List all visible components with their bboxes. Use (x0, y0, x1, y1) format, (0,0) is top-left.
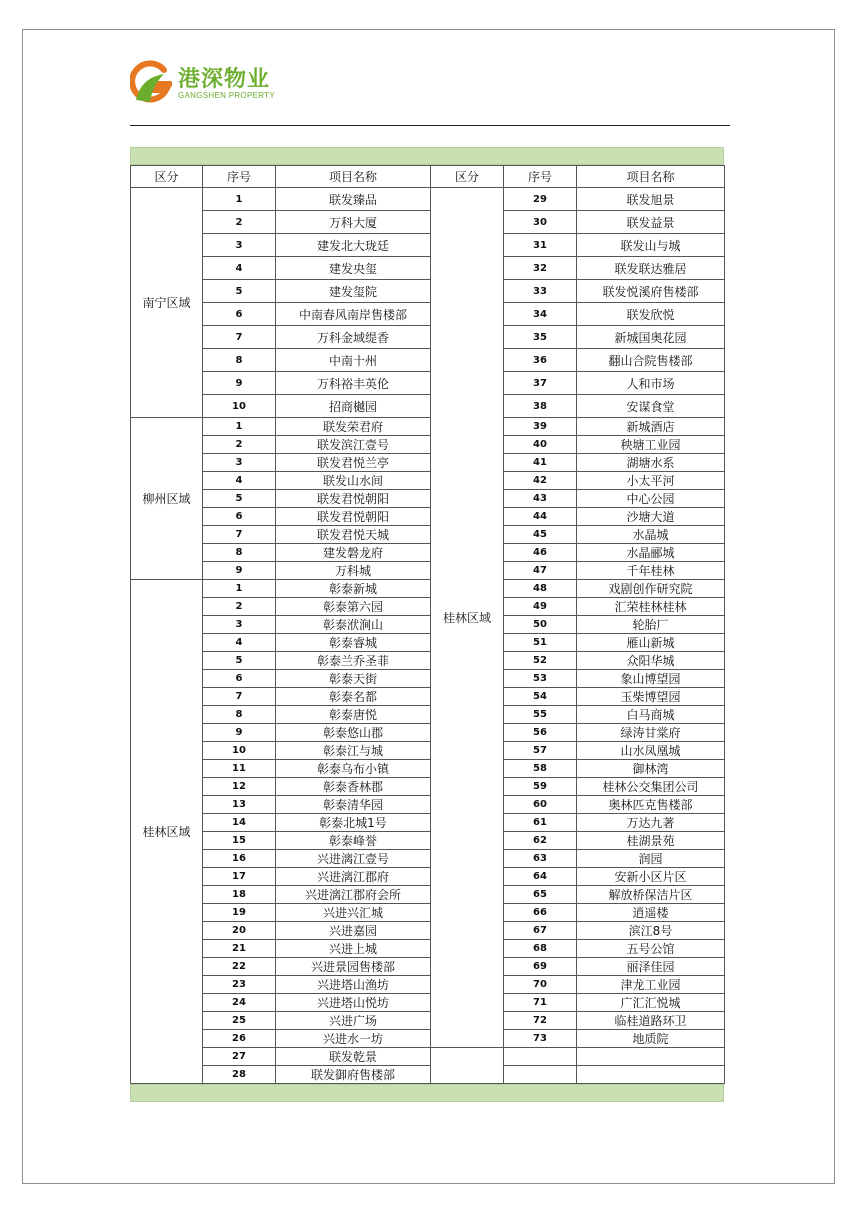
project-name-cell: 联发乾景 (276, 1048, 431, 1066)
project-name-cell-right: 戏剧创作研究院 (577, 580, 725, 598)
header-name-left: 项目名称 (276, 166, 431, 188)
project-name-cell: 彰泰唐悦 (276, 706, 431, 724)
table-row (131, 234, 725, 257)
table-bottom-band (130, 1084, 724, 1102)
seq-cell: 14 (203, 814, 276, 832)
project-name-cell: 联发君悦朝阳 (276, 490, 431, 508)
seq-cell: 9 (203, 562, 276, 580)
project-name-cell-right: 翻山合院售楼部 (577, 349, 725, 372)
table-row (131, 886, 725, 904)
table-row (131, 652, 725, 670)
seq-cell: 2 (203, 211, 276, 234)
project-name-cell-right: 地质院 (577, 1030, 725, 1048)
logo-name-en: GANGSHEN PROPERTY (178, 91, 275, 100)
table-row (131, 395, 725, 418)
seq-cell-right: 65 (504, 886, 577, 904)
seq-cell: 18 (203, 886, 276, 904)
seq-cell: 5 (203, 652, 276, 670)
project-name-cell-right: 津龙工业园 (577, 976, 725, 994)
table-row (131, 580, 725, 598)
project-name-cell-right: 逍遥楼 (577, 904, 725, 922)
project-name-cell-right: 润园 (577, 850, 725, 868)
seq-cell-right: 58 (504, 760, 577, 778)
project-name-cell: 万科金域缇香 (276, 326, 431, 349)
project-name-cell: 兴进塔山渔坊 (276, 976, 431, 994)
seq-cell-right: 33 (504, 280, 577, 303)
project-name-cell: 彰泰名都 (276, 688, 431, 706)
table-row (131, 1012, 725, 1030)
seq-cell-right: 54 (504, 688, 577, 706)
table-row (131, 940, 725, 958)
project-name-cell-right: 小太平河 (577, 472, 725, 490)
seq-cell-right: 45 (504, 526, 577, 544)
seq-cell: 3 (203, 616, 276, 634)
table-row (131, 436, 725, 454)
district-cell: 南宁区域 (131, 188, 203, 418)
seq-cell-right (504, 1048, 577, 1066)
project-name-cell: 兴进塔山悦坊 (276, 994, 431, 1012)
seq-cell-right: 49 (504, 598, 577, 616)
seq-cell: 20 (203, 922, 276, 940)
project-name-cell: 联发君悦朝阳 (276, 508, 431, 526)
project-name-cell-right: 丽泽佳园 (577, 958, 725, 976)
seq-cell: 24 (203, 994, 276, 1012)
seq-cell: 2 (203, 436, 276, 454)
project-name-cell-right: 山水凤凰城 (577, 742, 725, 760)
project-name-cell: 彰泰第六园 (276, 598, 431, 616)
seq-cell: 3 (203, 454, 276, 472)
project-name-cell-right: 联发益景 (577, 211, 725, 234)
table-row (131, 958, 725, 976)
project-name-cell: 联发君悦天城 (276, 526, 431, 544)
seq-cell: 26 (203, 1030, 276, 1048)
seq-cell: 4 (203, 472, 276, 490)
table-body (131, 188, 725, 1084)
district-cell-right: 桂林区域 (431, 188, 504, 1048)
table-row (131, 598, 725, 616)
project-name-cell: 兴进漓江郡府会所 (276, 886, 431, 904)
seq-cell-right: 73 (504, 1030, 577, 1048)
project-name-cell-right: 新城国奥花园 (577, 326, 725, 349)
header-rule (130, 125, 730, 126)
seq-cell: 5 (203, 280, 276, 303)
project-name-cell: 联发君悦兰亭 (276, 454, 431, 472)
seq-cell: 8 (203, 706, 276, 724)
project-name-cell-right: 桂湖景苑 (577, 832, 725, 850)
table-row (131, 454, 725, 472)
seq-cell: 13 (203, 796, 276, 814)
project-name-cell-right: 临桂道路环卫 (577, 1012, 725, 1030)
table-row (131, 814, 725, 832)
project-name-cell-right: 玉柴博望园 (577, 688, 725, 706)
table-row (131, 706, 725, 724)
district-cell: 柳州区域 (131, 418, 203, 580)
logo-name-cn: 港深物业 (178, 67, 271, 92)
seq-cell: 15 (203, 832, 276, 850)
seq-cell-right (504, 1066, 577, 1084)
seq-cell: 10 (203, 395, 276, 418)
project-name-cell: 联发滨江壹号 (276, 436, 431, 454)
table-row (131, 188, 725, 211)
seq-cell-right: 41 (504, 454, 577, 472)
seq-cell-right: 37 (504, 372, 577, 395)
project-name-cell: 联发山水间 (276, 472, 431, 490)
project-name-cell: 联发荣君府 (276, 418, 431, 436)
project-name-cell-right: 滨江8号 (577, 922, 725, 940)
project-name-cell-right: 秧塘工业园 (577, 436, 725, 454)
seq-cell-right: 32 (504, 257, 577, 280)
project-name-cell-right: 御林湾 (577, 760, 725, 778)
table-header-row (131, 166, 725, 188)
table-row (131, 688, 725, 706)
project-name-cell-right: 汇荣桂林桂林 (577, 598, 725, 616)
project-name-cell: 联发臻品 (276, 188, 431, 211)
seq-cell-right: 36 (504, 349, 577, 372)
seq-cell-right: 46 (504, 544, 577, 562)
table-row (131, 1030, 725, 1048)
table-row (131, 616, 725, 634)
project-name-cell: 彰泰峰誉 (276, 832, 431, 850)
table-row (131, 742, 725, 760)
project-name-cell: 兴进嘉园 (276, 922, 431, 940)
seq-cell: 17 (203, 868, 276, 886)
seq-cell-right: 61 (504, 814, 577, 832)
project-name-cell: 建发玺院 (276, 280, 431, 303)
table-row (131, 1048, 725, 1066)
project-name-cell-right: 五号公馆 (577, 940, 725, 958)
seq-cell-right: 34 (504, 303, 577, 326)
project-name-cell-right: 众阳华城 (577, 652, 725, 670)
seq-cell: 19 (203, 904, 276, 922)
seq-cell: 7 (203, 688, 276, 706)
seq-cell: 21 (203, 940, 276, 958)
project-name-cell-right (577, 1066, 725, 1084)
table-row (131, 562, 725, 580)
project-name-cell-right: 新城酒店 (577, 418, 725, 436)
seq-cell-right: 60 (504, 796, 577, 814)
table-row (131, 850, 725, 868)
table-row (131, 904, 725, 922)
table-row (131, 832, 725, 850)
table-top-band (130, 147, 724, 165)
project-name-cell: 彰泰乌布小镇 (276, 760, 431, 778)
table-row (131, 634, 725, 652)
seq-cell: 3 (203, 234, 276, 257)
project-name-cell-right: 联发山与城 (577, 234, 725, 257)
project-name-cell-right (577, 1048, 725, 1066)
seq-cell: 1 (203, 418, 276, 436)
seq-cell: 7 (203, 526, 276, 544)
seq-cell-right: 43 (504, 490, 577, 508)
seq-cell-right: 56 (504, 724, 577, 742)
header-district-left: 区分 (131, 166, 203, 188)
seq-cell-right: 67 (504, 922, 577, 940)
project-name-cell-right: 沙塘大道 (577, 508, 725, 526)
table-row (131, 418, 725, 436)
seq-cell-right: 69 (504, 958, 577, 976)
project-name-cell-right: 万达九著 (577, 814, 725, 832)
district-cell: 桂林区域 (131, 580, 203, 1084)
seq-cell: 6 (203, 670, 276, 688)
project-name-cell-right: 奥林匹克售楼部 (577, 796, 725, 814)
seq-cell: 8 (203, 349, 276, 372)
table-row (131, 796, 725, 814)
project-name-cell: 兴进景园售楼部 (276, 958, 431, 976)
seq-cell: 4 (203, 257, 276, 280)
table-row (131, 976, 725, 994)
table-row (131, 670, 725, 688)
seq-cell: 12 (203, 778, 276, 796)
project-table-wrapper (130, 147, 724, 1102)
project-name-cell: 兴进兴汇城 (276, 904, 431, 922)
seq-cell-right: 72 (504, 1012, 577, 1030)
project-name-cell-right: 安谋食堂 (577, 395, 725, 418)
table-row (131, 526, 725, 544)
table-row (131, 760, 725, 778)
project-name-cell: 彰泰天街 (276, 670, 431, 688)
seq-cell: 27 (203, 1048, 276, 1066)
project-name-cell-right: 水晶郦城 (577, 544, 725, 562)
project-name-cell: 兴进上城 (276, 940, 431, 958)
project-name-cell-right: 千年桂林 (577, 562, 725, 580)
project-name-cell-right: 联发联达雅居 (577, 257, 725, 280)
project-name-cell-right: 白马商城 (577, 706, 725, 724)
seq-cell: 1 (203, 580, 276, 598)
seq-cell-right: 59 (504, 778, 577, 796)
project-name-cell: 兴进水一坊 (276, 1030, 431, 1048)
seq-cell-right: 35 (504, 326, 577, 349)
table-row (131, 544, 725, 562)
seq-cell-right: 62 (504, 832, 577, 850)
table-row (131, 257, 725, 280)
gs-logo-icon (130, 60, 172, 106)
project-name-cell-right: 人和市场 (577, 372, 725, 395)
seq-cell: 11 (203, 760, 276, 778)
seq-cell-right: 51 (504, 634, 577, 652)
table-row (131, 472, 725, 490)
project-name-cell: 联发御府售楼部 (276, 1066, 431, 1084)
header-seq-right: 序号 (504, 166, 577, 188)
seq-cell-right: 39 (504, 418, 577, 436)
project-table (130, 165, 725, 1084)
project-name-cell: 万科大厦 (276, 211, 431, 234)
project-name-cell-right: 解放桥保洁片区 (577, 886, 725, 904)
seq-cell: 23 (203, 976, 276, 994)
project-name-cell-right: 轮胎厂 (577, 616, 725, 634)
seq-cell-right: 53 (504, 670, 577, 688)
project-name-cell: 兴进漓江郡府 (276, 868, 431, 886)
table-row (131, 349, 725, 372)
project-name-cell-right: 雁山新城 (577, 634, 725, 652)
project-name-cell: 彰泰香林郡 (276, 778, 431, 796)
project-name-cell-right: 联发旭景 (577, 188, 725, 211)
seq-cell: 2 (203, 598, 276, 616)
table-row (131, 280, 725, 303)
project-name-cell-right: 象山博望园 (577, 670, 725, 688)
project-name-cell: 彰泰北城1号 (276, 814, 431, 832)
seq-cell-right: 50 (504, 616, 577, 634)
seq-cell: 9 (203, 372, 276, 395)
table-row (131, 211, 725, 234)
table-row (131, 508, 725, 526)
seq-cell-right: 57 (504, 742, 577, 760)
project-name-cell: 中南春风南岸售楼部 (276, 303, 431, 326)
project-name-cell: 万科裕丰英伦 (276, 372, 431, 395)
seq-cell: 22 (203, 958, 276, 976)
project-name-cell: 招商樾园 (276, 395, 431, 418)
table-row (131, 326, 725, 349)
project-name-cell: 彰泰清华园 (276, 796, 431, 814)
seq-cell: 10 (203, 742, 276, 760)
seq-cell-right: 70 (504, 976, 577, 994)
project-name-cell-right: 中心公园 (577, 490, 725, 508)
table-row (131, 994, 725, 1012)
seq-cell: 4 (203, 634, 276, 652)
project-name-cell: 彰泰兰乔圣菲 (276, 652, 431, 670)
project-name-cell: 万科城 (276, 562, 431, 580)
project-name-cell-right: 广汇汇悦城 (577, 994, 725, 1012)
project-name-cell: 彰泰悠山郡 (276, 724, 431, 742)
project-name-cell: 彰泰江与城 (276, 742, 431, 760)
table-row (131, 303, 725, 326)
seq-cell: 28 (203, 1066, 276, 1084)
empty-district-cell (431, 1048, 504, 1084)
table-row (131, 490, 725, 508)
seq-cell-right: 71 (504, 994, 577, 1012)
seq-cell: 7 (203, 326, 276, 349)
project-name-cell: 建发北大珑廷 (276, 234, 431, 257)
company-logo (130, 60, 370, 110)
project-name-cell: 兴进漓江壹号 (276, 850, 431, 868)
seq-cell-right: 64 (504, 868, 577, 886)
seq-cell-right: 63 (504, 850, 577, 868)
project-name-cell-right: 绿涛甘棠府 (577, 724, 725, 742)
project-name-cell: 彰泰睿城 (276, 634, 431, 652)
seq-cell-right: 47 (504, 562, 577, 580)
seq-cell-right: 48 (504, 580, 577, 598)
header-seq-left: 序号 (203, 166, 276, 188)
table-row (131, 372, 725, 395)
project-name-cell: 兴进广场 (276, 1012, 431, 1030)
project-name-cell-right: 安新小区片区 (577, 868, 725, 886)
project-name-cell: 彰泰洑涧山 (276, 616, 431, 634)
project-name-cell-right: 水晶城 (577, 526, 725, 544)
seq-cell: 9 (203, 724, 276, 742)
project-name-cell: 建发央玺 (276, 257, 431, 280)
seq-cell-right: 42 (504, 472, 577, 490)
project-name-cell: 彰泰新城 (276, 580, 431, 598)
seq-cell-right: 31 (504, 234, 577, 257)
seq-cell-right: 66 (504, 904, 577, 922)
seq-cell: 6 (203, 303, 276, 326)
seq-cell-right: 29 (504, 188, 577, 211)
project-name-cell-right: 桂林公交集团公司 (577, 778, 725, 796)
seq-cell-right: 44 (504, 508, 577, 526)
project-name-cell-right: 联发悦溪府售楼部 (577, 280, 725, 303)
table-row (131, 868, 725, 886)
project-name-cell-right: 湖塘水系 (577, 454, 725, 472)
table-row (131, 1066, 725, 1084)
seq-cell: 6 (203, 508, 276, 526)
seq-cell-right: 30 (504, 211, 577, 234)
seq-cell-right: 55 (504, 706, 577, 724)
seq-cell: 25 (203, 1012, 276, 1030)
seq-cell-right: 68 (504, 940, 577, 958)
table-row (131, 922, 725, 940)
seq-cell: 8 (203, 544, 276, 562)
project-name-cell: 建发磐龙府 (276, 544, 431, 562)
seq-cell-right: 52 (504, 652, 577, 670)
table-row (131, 724, 725, 742)
table-row (131, 778, 725, 796)
header-name-right: 项目名称 (577, 166, 725, 188)
project-name-cell-right: 联发欣悦 (577, 303, 725, 326)
header-district-right: 区分 (431, 166, 504, 188)
seq-cell: 1 (203, 188, 276, 211)
seq-cell: 5 (203, 490, 276, 508)
seq-cell: 16 (203, 850, 276, 868)
seq-cell-right: 40 (504, 436, 577, 454)
seq-cell-right: 38 (504, 395, 577, 418)
project-name-cell: 中南十州 (276, 349, 431, 372)
